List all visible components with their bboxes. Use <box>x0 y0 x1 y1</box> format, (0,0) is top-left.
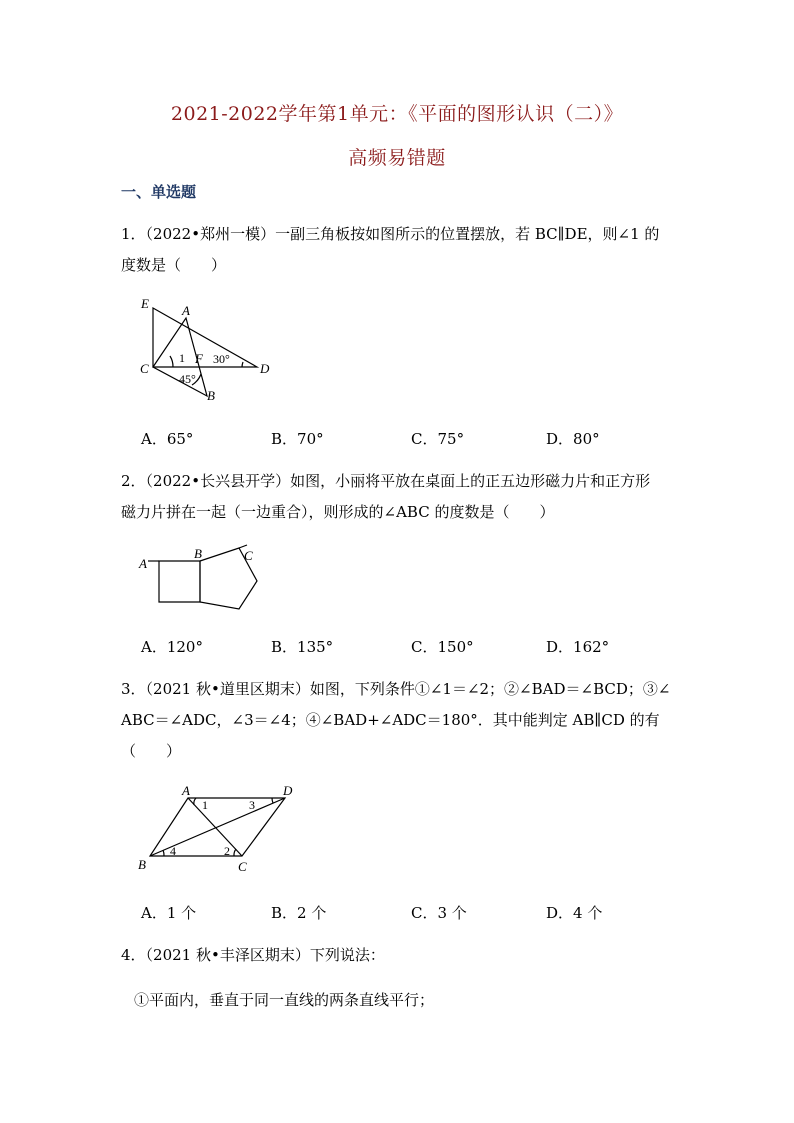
label-angle-1: 1 <box>202 798 208 812</box>
square-piece <box>159 561 200 602</box>
label-C: C <box>238 859 247 874</box>
label-B: B <box>138 857 146 872</box>
question-3-line-2: ABC＝∠ADC，∠3＝∠4；④∠BAD+∠ADC＝180°．其中能判定 AB∥CD 的有 <box>121 711 660 729</box>
label-angle-2: 2 <box>224 844 230 858</box>
question-2-line-2: 磁力片拼在一起（一边重合），则形成的∠ABC 的度数是（ ） <box>121 503 555 521</box>
label-angle-45: 45° <box>179 372 196 386</box>
label-A: A <box>139 556 147 571</box>
question-2-option-c[interactable]: C．150° <box>411 638 474 656</box>
question-1-line-2: 度数是（ ） <box>121 256 227 274</box>
question-4-statement-1: ①平面内，垂直于同一直线的两条直线平行； <box>134 991 435 1009</box>
question-3-figure <box>130 778 310 878</box>
question-3-line-1: 3．（2021 秋•道里区期末）如图，下列条件①∠1＝∠2；②∠BAD＝∠BCD；③∠ <box>121 680 671 698</box>
question-3-line-3: （ ） <box>121 742 182 760</box>
question-1-option-c[interactable]: C．75° <box>411 430 465 448</box>
label-F: F <box>195 351 203 366</box>
doc-title-line2: 高频易错题 <box>348 147 446 169</box>
question-2-figure <box>130 540 270 615</box>
label-angle-30: 30° <box>213 352 230 366</box>
question-1-line-1: 1．（2022•郑州一模）一副三角板按如图所示的位置摆放，若 BC∥DE，则∠1 的 <box>121 225 660 243</box>
question-2-option-b[interactable]: B．135° <box>271 638 334 656</box>
section-heading: 一、单选题 <box>121 183 197 201</box>
question-3-option-c[interactable]: C．3 个 <box>411 904 467 922</box>
label-B: B <box>207 388 215 403</box>
label-D: D <box>260 361 270 376</box>
question-3-option-d[interactable]: D．4 个 <box>546 904 603 922</box>
label-D: D <box>283 783 293 798</box>
question-4-line-1: 4．（2021 秋•丰泽区期末）下列说法： <box>121 946 385 964</box>
diagonal-ac <box>188 798 242 856</box>
label-A: A <box>182 783 190 798</box>
label-A: A <box>182 303 190 318</box>
label-E: E <box>141 296 149 311</box>
question-1-option-b[interactable]: B．70° <box>271 430 324 448</box>
doc-title-line1: 2021-2022学年第1单元：《平面的图形认识（二）》 <box>170 103 624 125</box>
triangle-set-square-30 <box>153 308 257 367</box>
question-1-option-d[interactable]: D．80° <box>546 430 600 448</box>
label-angle-1: 1 <box>179 351 185 365</box>
question-2-option-a[interactable]: A．120° <box>141 638 203 656</box>
label-C: C <box>244 548 253 563</box>
label-B: B <box>194 546 202 561</box>
question-3-option-b[interactable]: B．2 个 <box>271 904 327 922</box>
question-1-option-a[interactable]: A．65° <box>141 430 194 448</box>
question-2-option-d[interactable]: D．162° <box>546 638 610 656</box>
label-angle-3: 3 <box>249 798 255 812</box>
label-angle-4: 4 <box>170 844 176 858</box>
label-C: C <box>140 361 149 376</box>
question-1-figure <box>130 290 280 410</box>
question-3-option-a[interactable]: A．1 个 <box>141 904 197 922</box>
question-2-line-1: 2．（2022•长兴县开学）如图，小丽将平放在桌面上的正五边形磁力片和正方形 <box>121 472 651 490</box>
